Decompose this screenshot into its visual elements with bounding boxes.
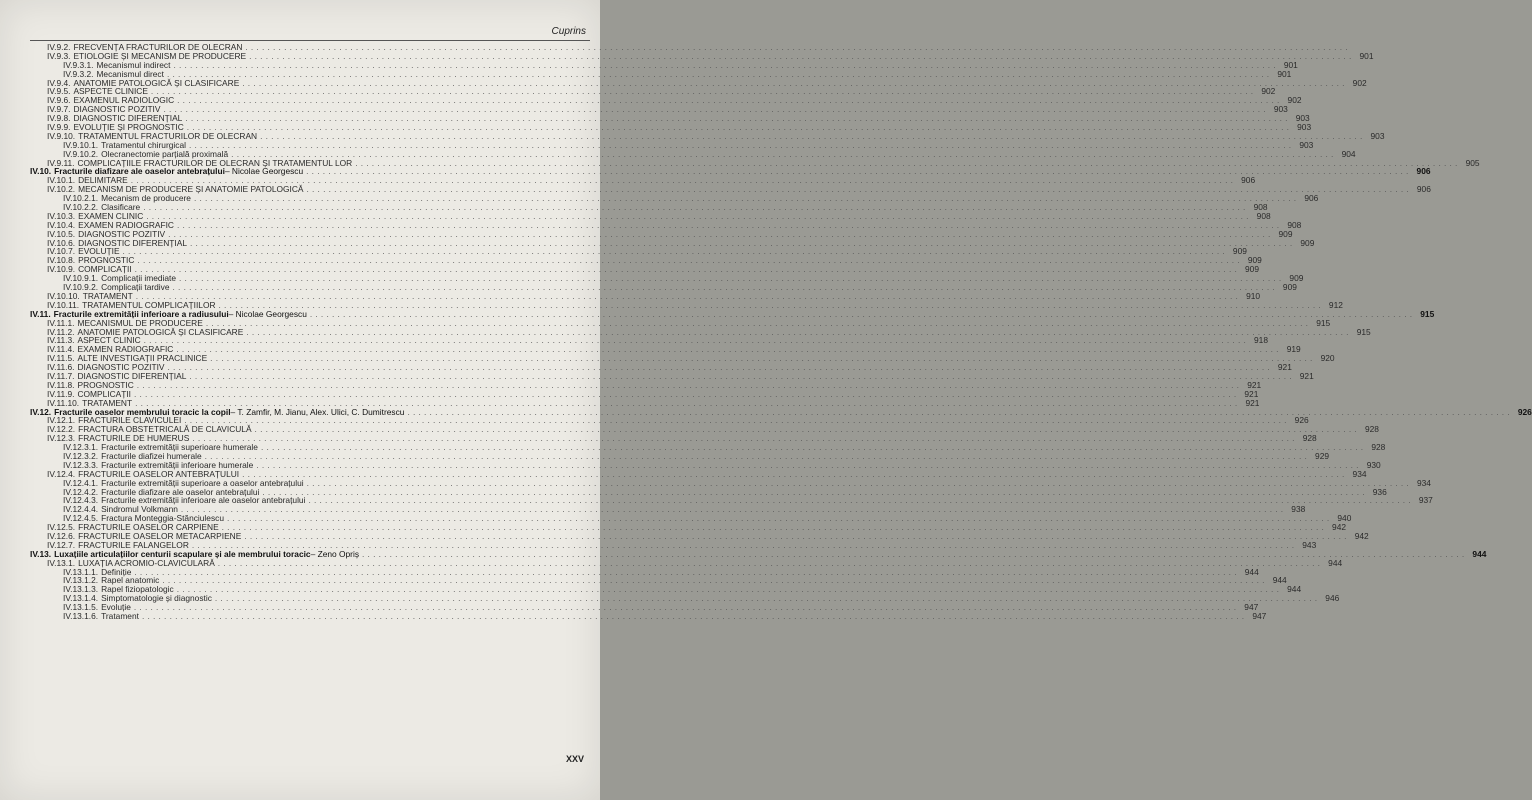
toc-entry-page: 909 bbox=[1282, 282, 1297, 293]
toc-entry-page: 915 bbox=[1356, 326, 1371, 337]
toc-entry-title: PROGNOSTIC bbox=[77, 379, 134, 390]
toc-entry-page: 940 bbox=[1337, 513, 1352, 524]
toc-entry-page: 903 bbox=[1297, 122, 1312, 133]
toc-entry-number: IV.12.4.2. bbox=[63, 486, 99, 497]
toc-entry-number: IV.11.4. bbox=[47, 344, 75, 355]
toc-entry-number: IV.13.1.1. bbox=[63, 566, 99, 577]
toc-entry-row bbox=[30, 611, 1267, 621]
toc-entry-title: ETIOLOGIE ȘI MECANISM DE PRODUCERE bbox=[73, 50, 247, 61]
toc-dot-leader: ........................................................................................................................................................................................................ bbox=[205, 317, 1312, 328]
toc-entry-title: Tratamentul chirurgical bbox=[101, 139, 186, 150]
toc-entry-number: IV.12.4.3. bbox=[63, 495, 99, 506]
toc-entry-page: 908 bbox=[1253, 202, 1268, 213]
toc-entry-number: IV.10.9.2. bbox=[63, 282, 99, 293]
toc-entry-title: Evoluție bbox=[101, 602, 131, 613]
toc-entry-page: 921 bbox=[1299, 370, 1314, 381]
toc-entry-number: IV.11.6. bbox=[47, 362, 75, 373]
toc-entry-title: EXAMEN RADIOGRAFIC bbox=[77, 344, 174, 355]
toc-dot-leader: ........................................................................................................................................................................................................ bbox=[172, 282, 1278, 293]
toc-dot-leader: ........................................................................................................................................................................................................ bbox=[137, 255, 1243, 266]
toc-dot-leader: ........................................................................................................................................................................................................ bbox=[185, 113, 1291, 124]
toc-entry-number: IV.11.5. bbox=[47, 353, 75, 364]
toc-entry-title: Mecanismul direct bbox=[96, 68, 164, 79]
toc-entry-page: 902 bbox=[1287, 95, 1302, 106]
toc-dot-leader: ........................................................................................................................................................................................................ bbox=[231, 148, 1337, 159]
toc-entry-title: TRATAMENT bbox=[82, 397, 133, 408]
toc-entry-title: ANATOMIE PATOLOGICĂ ȘI CLASIFICARE bbox=[73, 77, 240, 88]
toc-dot-leader: ........................................................................................................................................................................................................ bbox=[143, 335, 1249, 346]
toc-dot-leader: ........................................................................................................................................................................................................ bbox=[362, 548, 1468, 559]
toc-entry-title: Fracturile diafizare ale oaselor antebrațului bbox=[101, 486, 260, 497]
toc-entry-page: 944 bbox=[1328, 557, 1343, 568]
toc-entry-number: IV.10.2.2. bbox=[63, 202, 99, 213]
toc-entry-title: TRATAMENTUL FRACTURILOR DE OLECRAN bbox=[78, 130, 258, 141]
toc-entry-number: IV.12.2. bbox=[47, 424, 76, 435]
toc-entry-page: 926 bbox=[1517, 406, 1532, 417]
toc-entry-title: FRACTURILE OASELOR METACARPIENE bbox=[78, 530, 242, 541]
toc-entry-number: IV.9.2. bbox=[47, 42, 71, 52]
toc-entry-number: IV.13.1.3. bbox=[63, 584, 99, 595]
toc-entry-number: IV.10.2.1. bbox=[63, 193, 99, 204]
toc-dot-leader: ........................................................................................................................................................................................................ bbox=[130, 175, 1237, 186]
toc-entry-number: IV.12. bbox=[30, 406, 52, 417]
toc-dot-leader: ........................................................................................................................................................................................................ bbox=[133, 602, 1240, 613]
toc-dot-leader: ........................................................................................................................................................................................................ bbox=[242, 77, 1348, 88]
toc-entry-page: 919 bbox=[1286, 344, 1301, 355]
toc-dot-leader: ........................................................................................................................................................................................................ bbox=[180, 504, 1287, 515]
toc-dot-leader: ........................................................................................................................................................................................................ bbox=[214, 593, 1321, 604]
toc-dot-leader: ........................................................................................................................................................................................................ bbox=[260, 130, 1366, 141]
toc-dot-leader: ........................................................................................................................................................................................................ bbox=[309, 308, 1416, 319]
toc-dot-leader: ........................................................................................................................................................................................................ bbox=[244, 530, 1350, 541]
toc-entry-number: IV.9.8. bbox=[47, 113, 71, 124]
toc-entry-title: Fracturile extremității inferioare ale oaselor antebrațului bbox=[101, 495, 306, 506]
toc-entry-number: IV.13.1.4. bbox=[63, 593, 99, 604]
toc-entry-title: Mecanismul indirect bbox=[96, 59, 171, 70]
toc-entry-page: 938 bbox=[1291, 504, 1306, 515]
toc-entry-number: IV.10.3. bbox=[47, 210, 76, 221]
toc-entry-page: 937 bbox=[1418, 495, 1433, 506]
toc-entry-number: IV.10.1. bbox=[47, 175, 76, 186]
toc-entry-number: IV.11. bbox=[30, 308, 51, 319]
toc-entry-page: 909 bbox=[1232, 246, 1247, 257]
toc-dot-leader: ........................................................................................................................................................................................................ bbox=[306, 166, 1412, 177]
toc-entry-number: IV.10.11. bbox=[47, 299, 80, 310]
toc-entry-number: IV.10.7. bbox=[47, 246, 76, 257]
toc-entry-number: IV.12.6. bbox=[47, 530, 76, 541]
toc-entry-page: 903 bbox=[1295, 113, 1310, 124]
toc-entry-number: IV.12.7. bbox=[47, 539, 76, 550]
toc-entry-number: IV.9.10.2. bbox=[63, 148, 99, 159]
toc-entry-title: EXAMENUL RADIOLOGIC bbox=[73, 95, 175, 106]
toc-entry-number: IV.13.1. bbox=[47, 557, 76, 568]
toc-entry-title: EXAMEN RADIOGRAFIC bbox=[78, 219, 174, 230]
toc-entry-page: 934 bbox=[1352, 468, 1367, 479]
toc-entry-page: 909 bbox=[1278, 228, 1293, 239]
table-of-contents bbox=[30, 42, 1532, 621]
toc-entry-page: 906 bbox=[1304, 193, 1319, 204]
toc-dot-leader: ........................................................................................................................................................................................................ bbox=[135, 397, 1241, 408]
toc-entry-page: 906 bbox=[1241, 175, 1256, 186]
toc-entry-authors: – Nicolae Georgescu bbox=[224, 166, 304, 177]
toc-entry-page: 909 bbox=[1247, 255, 1262, 266]
toc-entry-title: MECANISM DE PRODUCERE ȘI ANATOMIE PATOLOGICĂ bbox=[78, 184, 304, 195]
toc-entry-title: Fracturile diafizare ale oaselor antebrațului bbox=[54, 166, 225, 177]
toc-entry-number: IV.13.1.2. bbox=[63, 575, 99, 586]
toc-entry-number: IV.12.4. bbox=[47, 468, 76, 479]
toc-dot-leader: ........................................................................................................................................................................................................ bbox=[242, 468, 1348, 479]
toc-entry-title: EVOLUȚIE ȘI PROGNOSTIC bbox=[73, 122, 184, 133]
toc-dot-leader: ........................................................................................................................................................................................................ bbox=[221, 522, 1328, 533]
toc-entry-title: ASPECTE CLINICE bbox=[73, 86, 148, 97]
toc-dot-leader: ........................................................................................................................................................................................................ bbox=[146, 210, 1252, 221]
toc-entry-title: TRATAMENT bbox=[82, 290, 133, 301]
toc-entry-title: FRACTURILE CLAVICULEI bbox=[78, 415, 182, 426]
toc-dot-leader: ........................................................................................................................................................................................................ bbox=[189, 370, 1295, 381]
toc-entry-page: 910 bbox=[1246, 290, 1261, 301]
toc-entry-title: Fracturile extremității inferioare humerale bbox=[101, 459, 254, 470]
toc-entry-page: 918 bbox=[1254, 335, 1268, 346]
toc-entry-title: Mecanism de producere bbox=[101, 193, 191, 204]
toc-entry-number: IV.12.4.1. bbox=[63, 477, 99, 488]
toc-entry-title: EVOLUȚIE bbox=[78, 246, 120, 257]
toc-entry-page: 909 bbox=[1300, 237, 1315, 248]
toc-entry-title: MECANISMUL DE PRODUCERE bbox=[77, 317, 203, 328]
toc-entry-number: IV.9.10. bbox=[47, 130, 76, 141]
toc-entry-page: 928 bbox=[1371, 442, 1386, 453]
toc-entry-title: DIAGNOSTIC DIFERENȚIAL bbox=[77, 370, 187, 381]
toc-entry-page: 902 bbox=[1352, 77, 1367, 88]
toc-entry-title: Fracturile diafizei humerale bbox=[101, 450, 202, 461]
toc-entry-page: 908 bbox=[1287, 219, 1302, 230]
toc-entry-title: Fracturile extremității inferioare a radiusului bbox=[53, 308, 229, 319]
toc-entry-number: IV.10.8. bbox=[47, 255, 76, 266]
toc-entry-title: PROGNOSTIC bbox=[78, 255, 135, 266]
toc-entry-title: COMPLICAȚIILE FRACTURILOR DE OLECRAN ȘI TRATAMENTUL LOR bbox=[77, 157, 353, 168]
toc-entry-number: IV.11.2. bbox=[47, 326, 75, 337]
toc-entry-number: IV.9.7. bbox=[47, 104, 71, 115]
toc-entry-number: IV.9.3.1. bbox=[63, 59, 94, 70]
toc-dot-leader: ........................................................................................................................................................................................................ bbox=[260, 442, 1367, 453]
toc-entry-title: Simptomatologie și diagnostic bbox=[101, 593, 212, 604]
toc-entry-page: 905 bbox=[1465, 157, 1480, 168]
toc-dot-leader: ........................................................................................................................................................................................................ bbox=[227, 513, 1333, 524]
toc-entry-number: IV.12.3.1. bbox=[63, 442, 99, 453]
toc-entry-page: 946 bbox=[1325, 593, 1340, 604]
toc-entry-page: 942 bbox=[1332, 522, 1347, 533]
toc-entry-number: IV.10.6. bbox=[47, 237, 76, 248]
toc-entry-authors: – Zeno Opriș bbox=[310, 548, 360, 559]
page-number: XXV bbox=[565, 754, 584, 764]
toc-entry-page: 926 bbox=[1294, 415, 1309, 426]
toc-dot-leader: ........................................................................................................................................................................................................ bbox=[141, 611, 1248, 621]
toc-entry-page: 906 bbox=[1416, 184, 1431, 195]
toc-entry-page: 901 bbox=[1359, 50, 1374, 61]
toc-dot-leader: ........................................................................................................................................................................................................ bbox=[162, 575, 1268, 586]
toc-dot-leader: ........................................................................................................................................................................................................ bbox=[184, 415, 1290, 426]
toc-dot-leader: ........................................................................................................................................................................................................ bbox=[306, 184, 1412, 195]
toc-entry-number: IV.9.6. bbox=[47, 95, 71, 106]
toc-entry-number: IV.13. bbox=[30, 548, 52, 559]
toc-entry-page: 929 bbox=[1315, 450, 1330, 461]
toc-dot-leader: ........................................................................................................................................................................................................ bbox=[176, 344, 1282, 355]
toc-entry-page: 947 bbox=[1252, 611, 1267, 621]
toc-dot-leader: ........................................................................................................................................................................................................ bbox=[210, 353, 1316, 364]
toc-entry-number: IV.11.7. bbox=[47, 370, 75, 381]
toc-dot-leader: ........................................................................................................................................................................................................ bbox=[166, 68, 1273, 79]
toc-entry-number: IV.10.10. bbox=[47, 290, 80, 301]
toc-dot-leader: ........................................................................................................................................................................................................ bbox=[186, 122, 1293, 133]
toc-dot-leader: ........................................................................................................................................................................................................ bbox=[407, 406, 1513, 417]
toc-entry-title: Complicații imediate bbox=[101, 273, 177, 284]
toc-entry-page: 921 bbox=[1247, 379, 1262, 390]
toc-entry-page: 921 bbox=[1245, 397, 1260, 408]
toc-entry-title: FRACTURA OBSTETRICALĂ DE CLAVICULĂ bbox=[78, 424, 252, 435]
toc-dot-leader: ........................................................................................................................................................................................................ bbox=[355, 157, 1461, 168]
toc-entry-title: DELIMITARE bbox=[78, 175, 128, 186]
toc-entry-number: IV.9.4. bbox=[47, 77, 71, 88]
toc-entry-page: 909 bbox=[1245, 264, 1259, 275]
toc-entry-number: IV.10. bbox=[30, 166, 52, 177]
toc-entry-number: IV.10.5. bbox=[47, 228, 76, 239]
toc-dot-leader: ........................................................................................................................................................................................................ bbox=[249, 50, 1355, 61]
toc-entry-title: Tratament bbox=[101, 611, 139, 621]
toc-entry-number: IV.13.1.6. bbox=[63, 611, 99, 621]
toc-entry-page: 943 bbox=[1302, 539, 1317, 550]
toc-entry-title: COMPLICAȚII bbox=[78, 264, 132, 275]
toc-entry-page: 944 bbox=[1244, 566, 1259, 577]
toc-entry-page: 902 bbox=[1261, 86, 1276, 97]
toc-entry-number: IV.11.9. bbox=[47, 388, 75, 399]
toc-entry-title: DIAGNOSTIC POZITIV bbox=[78, 228, 166, 239]
toc-entry-title: Olecranectomie parțială proximală bbox=[101, 148, 229, 159]
toc-entry-number: IV.10.9. bbox=[47, 264, 76, 275]
toc-entry-number: IV.12.3.3. bbox=[63, 459, 99, 470]
toc-entry-title: Luxațiile articulațiilor centurii scapulare și ale membrului toracic bbox=[54, 548, 311, 559]
toc-dot-leader: ........................................................................................................................................................................................................ bbox=[246, 326, 1352, 337]
toc-dot-leader: ........................................................................................................................................................................................................ bbox=[193, 193, 1300, 204]
toc-dot-leader: ........................................................................................................................................................................................................ bbox=[179, 273, 1285, 284]
toc-entry-page: 934 bbox=[1416, 477, 1431, 488]
toc-dot-leader: ........................................................................................................................................................................................................ bbox=[168, 228, 1274, 239]
toc-entry-number: IV.11.8. bbox=[47, 379, 75, 390]
toc-entry-page: 928 bbox=[1364, 424, 1379, 435]
page-header bbox=[30, 28, 590, 41]
toc-dot-leader: ........................................................................................................................................................................................................ bbox=[190, 237, 1296, 248]
toc-entry-title: FRACTURILE OASELOR CARPIENE bbox=[78, 522, 219, 533]
toc-entry-title: DIAGNOSTIC DIFERENȚIAL bbox=[73, 113, 183, 124]
toc-entry-number: IV.10.4. bbox=[47, 219, 76, 230]
toc-entry-title: Rapel anatomic bbox=[101, 575, 160, 586]
toc-entry-title: LUXAȚIA ACROMIO-CLAVICULARĂ bbox=[78, 557, 215, 568]
toc-entry-title: FRACTURILE DE HUMERUS bbox=[78, 433, 190, 444]
toc-entry-page: 944 bbox=[1472, 548, 1487, 559]
toc-entry-title: DIAGNOSTIC POZITIV bbox=[73, 104, 161, 115]
toc-dot-leader: ........................................................................................................................................................................................................ bbox=[163, 104, 1269, 115]
toc-entry-title: DIAGNOSTIC POZITIV bbox=[77, 362, 165, 373]
toc-entry-page: 915 bbox=[1420, 308, 1435, 319]
toc-entry-page: 942 bbox=[1354, 530, 1369, 541]
toc-dot-leader: ........................................................................................................................................................................................................ bbox=[177, 95, 1283, 106]
toc-entry-title: Fracturile extremității superioare humerale bbox=[101, 442, 258, 453]
toc-entry-page: 901 bbox=[1277, 68, 1292, 79]
toc-entry-number: IV.9.3.2. bbox=[63, 68, 94, 79]
toc-dot-leader: ........................................................................................................................................................................................................ bbox=[134, 566, 1240, 577]
toc-entry-page: 903 bbox=[1370, 130, 1385, 141]
toc-dot-leader: ........................................................................................................................................................................................................ bbox=[150, 86, 1257, 97]
toc-dot-leader: ........................................................................................................................................................................................................ bbox=[217, 557, 1324, 568]
toc-entry-title: FRACTURILE OASELOR ANTEBRAȚULUI bbox=[78, 468, 240, 479]
toc-dot-leader: ........................................................................................................................................................................................................ bbox=[262, 486, 1368, 497]
toc-entry-title: ALTE INVESTIGAȚII PRACLINICE bbox=[77, 353, 208, 364]
toc-entry-number: IV.12.3.2. bbox=[63, 450, 99, 461]
toc-entry-page: 908 bbox=[1256, 210, 1271, 221]
toc-entry-page: 915 bbox=[1316, 317, 1331, 328]
toc-dot-leader: ........................................................................................................................................................................................................ bbox=[122, 246, 1228, 257]
toc-entry-page: 904 bbox=[1341, 148, 1356, 159]
toc-dot-leader: ........................................................................................................................................................................................................ bbox=[256, 459, 1362, 470]
toc-entry-page: 921 bbox=[1244, 388, 1259, 399]
toc-entry-title: TRATAMENTUL COMPLICAȚIILOR bbox=[82, 299, 216, 310]
toc-dot-leader: ........................................................................................................................................................................................................ bbox=[188, 139, 1295, 150]
toc-entry-title: DIAGNOSTIC DIFERENȚIAL bbox=[78, 237, 187, 248]
toc-entry-title: Sindromul Volkmann bbox=[101, 504, 178, 515]
toc-entry-number: IV.10.2. bbox=[47, 184, 76, 195]
toc-entry-title: Complicații tardive bbox=[101, 282, 170, 293]
toc-dot-leader: ........................................................................................................................................................................................................ bbox=[136, 379, 1243, 390]
toc-dot-leader: ........................................................................................................................................................................................................ bbox=[218, 299, 1324, 310]
toc-entry-number: IV.12.4.4. bbox=[63, 504, 99, 515]
toc-dot-leader: ........................................................................................................................................................................................................ bbox=[254, 424, 1360, 435]
toc-entry-title: FRACTURILE FALANGELOR bbox=[78, 539, 189, 550]
toc-entry-number: IV.9.5. bbox=[47, 86, 71, 97]
header-title: Cuprins bbox=[551, 26, 586, 37]
toc-dot-leader: ........................................................................................................................................................................................................ bbox=[176, 219, 1283, 230]
toc-entry-page: 912 bbox=[1328, 299, 1343, 310]
toc-entry-title: Fractura Monteggia-Stănciulescu bbox=[101, 513, 224, 524]
toc-entry-title: FRECVENȚA FRACTURILOR DE OLECRAN bbox=[73, 42, 243, 52]
toc-entry-number: IV.13.1.5. bbox=[63, 602, 99, 613]
toc-entry-number: IV.9.3. bbox=[47, 50, 71, 61]
toc-dot-leader: ........................................................................................................................................................................................................ bbox=[135, 290, 1242, 301]
toc-entry-title: EXAMEN CLINIC bbox=[78, 210, 144, 221]
toc-entry-number: IV.9.10.1. bbox=[63, 139, 99, 150]
toc-entry-page: 903 bbox=[1299, 139, 1314, 150]
toc-entry-number: IV.12.3. bbox=[47, 433, 76, 444]
toc-entry-number: IV.12.1. bbox=[47, 415, 76, 426]
toc-entry-title: ASPECT CLINIC bbox=[77, 335, 141, 346]
toc-entry-page: 944 bbox=[1272, 575, 1287, 586]
toc-entry-title: Fracturile oaselor membrului toracic la copil bbox=[54, 406, 231, 417]
toc-entry-page: 901 bbox=[1283, 59, 1298, 70]
toc-dot-leader: ........................................................................................................................................................................................................ bbox=[191, 539, 1298, 550]
toc-entry-page: 947 bbox=[1244, 602, 1259, 613]
toc-entry-page: 909 bbox=[1289, 273, 1304, 284]
toc-entry-number: IV.12.5. bbox=[47, 522, 76, 533]
toc-entry-number: IV.9.9. bbox=[47, 122, 71, 133]
toc-entry-number: IV.11.3. bbox=[47, 335, 75, 346]
toc-entry-title: ANATOMIE PATOLOGICĂ ȘI CLASIFICARE bbox=[77, 326, 244, 337]
toc-dot-leader: ........................................................................................................................................................................................................ bbox=[245, 42, 1351, 52]
toc-entry-page: 921 bbox=[1277, 362, 1292, 373]
toc-entry-title: Clasificare bbox=[101, 202, 141, 213]
toc-entry-page: 928 bbox=[1302, 433, 1317, 444]
toc-entry-page: 944 bbox=[1287, 584, 1302, 595]
toc-entry-number: IV.11.10. bbox=[47, 397, 80, 408]
toc-dot-leader: ........................................................................................................................................................................................................ bbox=[134, 264, 1240, 275]
toc-entry-title: COMPLICAȚII bbox=[77, 388, 131, 399]
toc-dot-leader: ........................................................................................................................................................................................................ bbox=[306, 477, 1412, 488]
toc-dot-leader: ........................................................................................................................................................................................................ bbox=[173, 59, 1279, 70]
toc-entry-number: IV.11.1. bbox=[47, 317, 75, 328]
toc-dot-leader: ........................................................................................................................................................................................................ bbox=[143, 202, 1249, 213]
toc-dot-leader: ........................................................................................................................................................................................................ bbox=[134, 388, 1240, 399]
toc-entry-title: Rapel fiziopatologic bbox=[101, 584, 174, 595]
toc-entry-page: 930 bbox=[1366, 459, 1381, 470]
toc-dot-leader: ........................................................................................................................................................................................................ bbox=[176, 584, 1283, 595]
toc-entry-number: IV.12.4.5. bbox=[63, 513, 99, 524]
toc-entry-title: Definiție bbox=[101, 566, 132, 577]
toc-entry-authors: – T. Zamfir, M. Jianu, Alex. Ulici, C. Dumitrescu bbox=[230, 406, 405, 417]
toc-dot-leader: ........................................................................................................................................................................................................ bbox=[308, 495, 1414, 506]
toc-dot-leader: ........................................................................................................................................................................................................ bbox=[204, 450, 1311, 461]
toc-entry-page: 906 bbox=[1416, 166, 1431, 177]
toc-entry-page: 903 bbox=[1273, 104, 1288, 115]
toc-entry-title: Fracturile extremității superioare a oaselor antebrațului bbox=[101, 477, 304, 488]
toc-dot-leader: ........................................................................................................................................................................................................ bbox=[192, 433, 1298, 444]
toc-entry-number: IV.9.11. bbox=[47, 157, 75, 168]
toc-entry-page: 920 bbox=[1320, 353, 1335, 364]
toc-entry-authors: – Nicolae Georgescu bbox=[228, 308, 307, 319]
toc-entry-number: IV.10.9.1. bbox=[63, 273, 99, 284]
toc-entry-page: 936 bbox=[1372, 486, 1387, 497]
toc-dot-leader: ........................................................................................................................................................................................................ bbox=[167, 362, 1273, 373]
